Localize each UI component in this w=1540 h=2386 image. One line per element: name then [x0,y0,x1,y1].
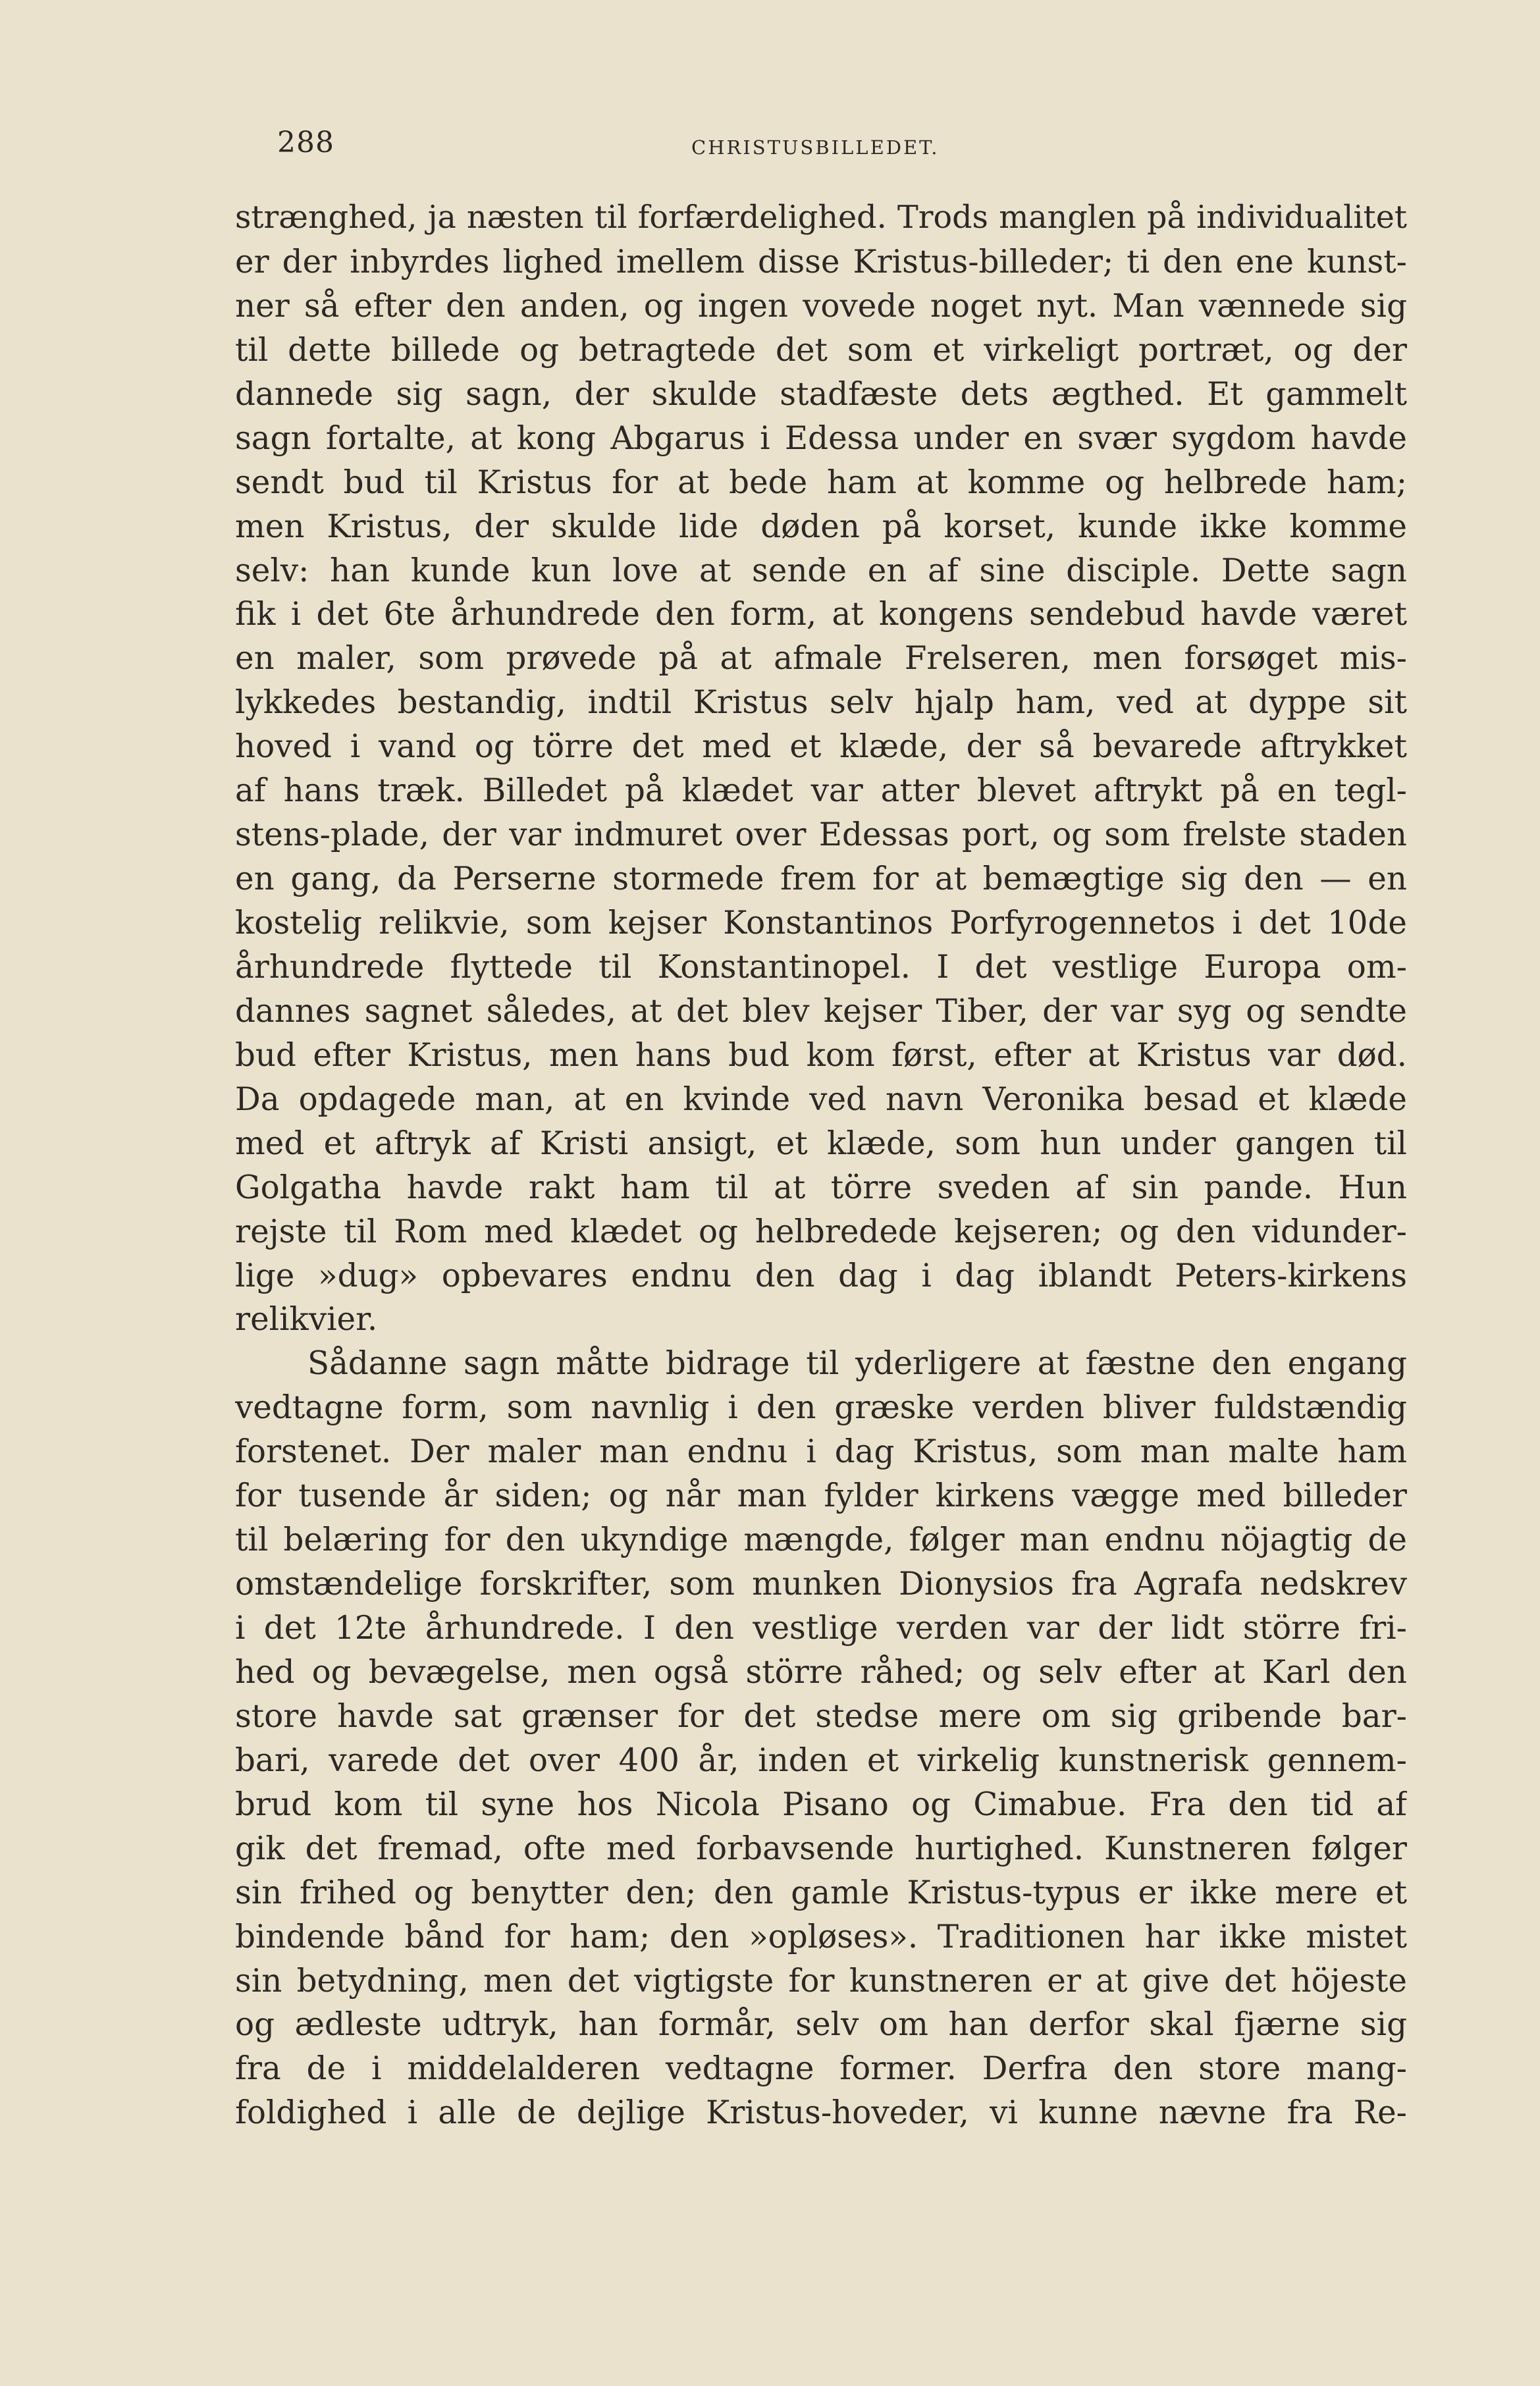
text-line: bari, varede det over 400 år, inden et virkelig kunstnerisk gennem- [235,1741,1407,1779]
text-line-paragraph-start: Sådanne sagn måtte bidrage til yderligere at fæstne den engang [307,1345,1407,1383]
text-line: hoved i vand og törre det med et klæde, der så bevarede aftrykket [235,728,1407,766]
text-line: store havde sat grænser for det stedse mere om sig gribende bar- [235,1697,1407,1735]
text-line: Da opdagede man, at en kvinde ved navn Veronika besad et klæde [235,1080,1407,1118]
text-line: foldighed i alle de dejlige Kristus-hoveder, vi kunne nævne fra Re- [235,2094,1407,2132]
text-line: omstændelige forskrifter, som munken Dionysios fra Agrafa nedskrev [235,1566,1407,1603]
text-line: i det 12te århundrede. I den vestlige verden var der lidt större fri- [235,1610,1407,1647]
text-line: selv: han kunde kun love at sende en af sine disciple. Dette sagn [235,552,1407,589]
running-head: CHRISTUSBILLEDET. [691,136,940,159]
text-line: af hans træk. Billedet på klædet var atter blevet aftrykt på en tegl- [235,772,1407,810]
text-line: strænghed, ja næsten til forfærdelighed. Trods manglen på individualitet [235,199,1407,236]
text-line: en maler, som prøvede på at afmale Frelseren, men forsøget mis- [235,640,1407,677]
text-line: er der inbyrdes lighed imellem disse Kristus-billeder; ti den ene kunst- [235,243,1407,280]
text-line: lige »dug» opbevares endnu den dag i dag iblandt Peters-kirkens [235,1257,1407,1294]
text-line: til dette billede og betragtede det som et virkeligt portræt, og der [235,331,1407,369]
text-line: sin frihed og benytter den; den gamle Kristus-typus er ikke mere et [235,1874,1407,1911]
text-line: stens-plade, der var indmuret over Edessas port, og som frelste staden [235,816,1407,854]
text-line: lykkedes bestandig, indtil Kristus selv hjalp ham, ved at dyppe sit [235,684,1407,722]
text-line: gik det fremad, ofte med forbavsende hurtighed. Kunstneren følger [235,1830,1407,1867]
body-text [235,196,1407,2135]
text-line: bindende bånd for ham; den »opløses». Traditionen har ikke mistet [235,1918,1407,1955]
text-line: sendt bud til Kristus for at bede ham at komme og helbrede ham; [235,464,1407,501]
text-line: for tusende år siden; og når man fylder kirkens vægge med billeder [235,1477,1407,1515]
text-line: rejste til Rom med klædet og helbredede kejseren; og den vidunder- [235,1213,1407,1250]
text-line: sagn fortalte, at kong Abgarus i Edessa under en svær sygdom havde [235,419,1407,457]
text-line: hed og bevægelse, men også större råhed; og selv efter at Karl den [235,1653,1407,1691]
text-line: kostelig relikvie, som kejser Konstantinos Porfyrogennetos i det 10de [235,905,1407,941]
text-line: brud kom til syne hos Nicola Pisano og Cimabue. Fra den tid af [235,1786,1407,1823]
text-line-paragraph-end: relikvier. [235,1301,378,1339]
text-line: dannes sagnet således, at det blev kejser Tiber, der var syg og sendte [235,992,1407,1030]
text-line: dannede sig sagn, der skulde stadfæste dets ægthed. Et gammelt [235,375,1407,413]
text-line: fik i det 6te århundrede den form, at kongens sendebud havde været [235,596,1407,633]
text-line: Golgatha havde rakt ham til at törre sveden af sin pande. Hun [235,1169,1407,1206]
text-line: ner så efter den anden, og ingen vovede noget nyt. Man vænnede sig [235,287,1407,325]
text-line: forstenet. Der maler man endnu i dag Kristus, som man malte ham [235,1433,1407,1471]
text-line: til belæring for den ukyndige mængde, følger man endnu nöjagtig de [235,1522,1407,1559]
text-line: århundrede flyttede til Konstantinopel. I det vestlige Europa om- [235,948,1407,986]
text-line: med et aftryk af Kristi ansigt, et klæde, som hun under gangen til [235,1125,1407,1162]
text-line: en gang, da Perserne stormede frem for at bemægtige sig den — en [235,861,1407,898]
text-line: sin betydning, men det vigtigste for kunstneren er at give det höjeste [235,1962,1407,2000]
page-number: 288 [277,126,334,159]
text-line: men Kristus, der skulde lide døden på korset, kunde ikke komme [235,508,1407,545]
text-line: vedtagne form, som navnlig i den græske verden bliver fuldstændig [235,1389,1407,1427]
text-line: og ædleste udtryk, han formår, selv om han derfor skal fjærne sig [235,2006,1407,2044]
page-header [235,122,1407,168]
text-line: bud efter Kristus, men hans bud kom først, efter at Kristus var død. [235,1036,1407,1074]
text-line: fra de i middelalderen vedtagne former. Derfra den store mang- [235,2050,1407,2088]
